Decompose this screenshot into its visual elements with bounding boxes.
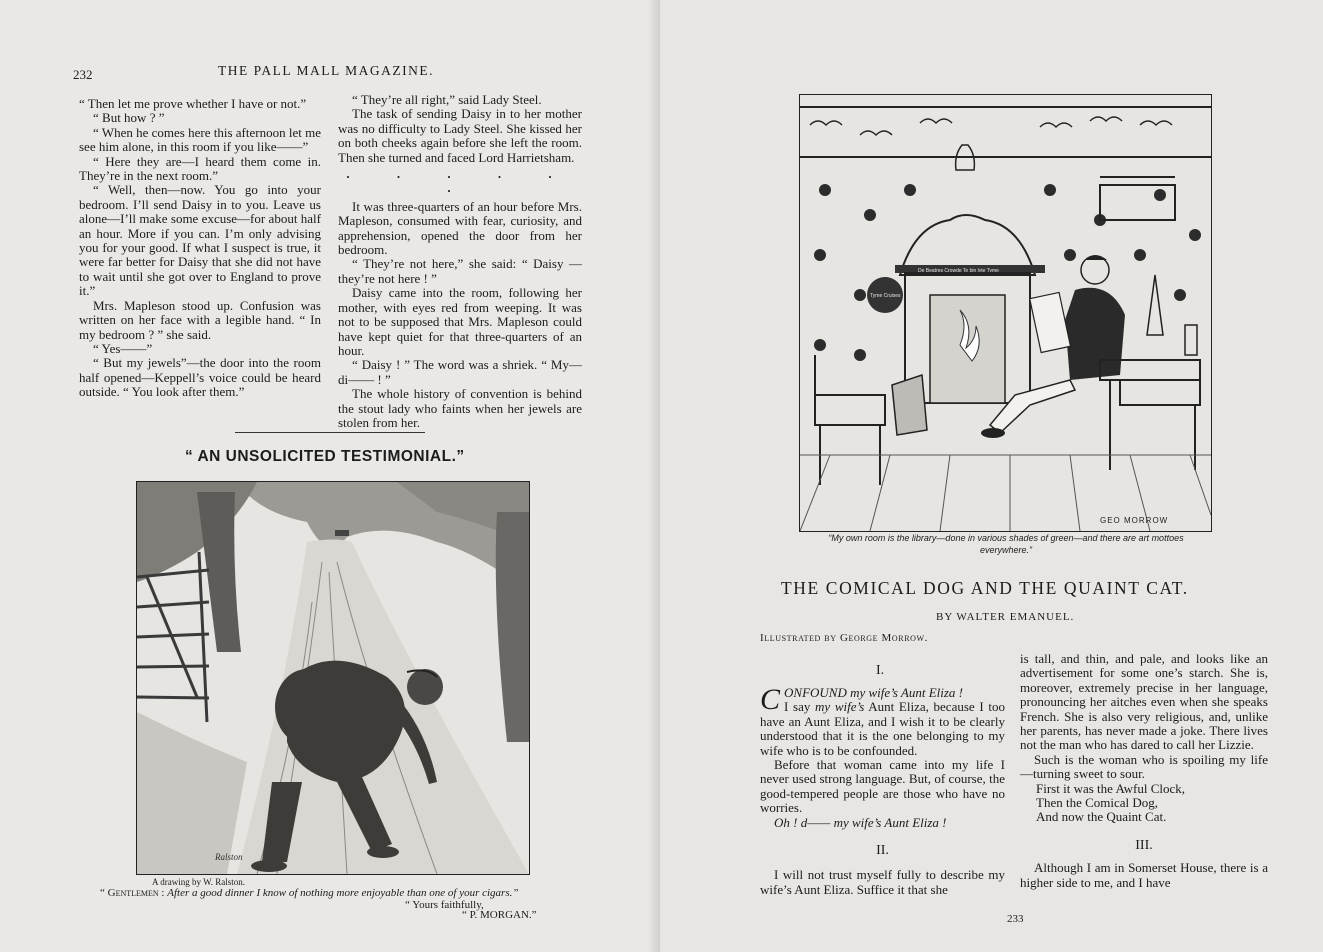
section-number-2: II. [876,843,889,859]
text-fragment-italic: my wife’s [815,699,865,715]
opening-exclamation: ONFOUND my wife’s Aunt Eliza ! [784,685,964,700]
verse-line: First it was the Awful Clock, [1036,780,1186,796]
caption-signoff: “ Yours faithfully, [405,899,484,911]
opening-paragraph [760,683,1005,758]
verse-block [1020,782,1268,825]
paragraph: “ But how ? ” [93,110,165,126]
cartoon-credit: A drawing by W. Ralston. [152,877,246,887]
mantel-motto: De Beatres Crowde Te bin lyte Tyme [918,268,999,274]
paragraph: “ When he comes here this afternoon let me see him alone, in this room if you like——” [79,124,321,155]
clock-text: Tyme Cruises [870,293,901,299]
library-illustration [799,94,1212,532]
text-fragment: I say [784,699,816,715]
story-title: THE COMICAL DOG AND THE QUAINT CAT. [781,578,1189,598]
library-room-drawing [800,95,1211,531]
paragraph: Mrs. Mapleson stood up. Confusion was written on her face with a legible hand. “ In my bedroom ? ” she said. [79,297,321,342]
illustration-signature: GEO MORROW [1100,516,1169,525]
paragraph: “ They’re not here,” she said: “ Daisy —they’re not here ! ” [338,256,582,286]
page-number-left: 232 [73,67,93,82]
paragraph: “ Yes——” [93,340,153,356]
verse-line: Then the Comical Dog, [1036,795,1159,811]
drop-cap: C [760,683,781,716]
section-number-3: III. [1135,837,1153,853]
text-column-right [338,93,582,430]
paragraph: Daisy came into the room, following her mother, with eyes red from weeping. It was not to be supposed that Mrs. Mapleson could have kept quiet for that three-quarters of an hour. [338,285,582,358]
section-break-dots: . . . . . . [346,166,574,196]
story-column-right [1020,652,1268,890]
divider-rule [235,432,425,433]
paragraph: “ Well, then—now. You go into your bedroom. I’ll send Daisy in to you. Leave us alone—I’ll make some excuse—for about half an hour. More if you can. I’m only advising you for your good. If what I suspect is true, it were far better for Daisy that she did not have to wait until she got over to England to prove it.” [79,182,321,299]
page-number-right: 233 [1007,913,1024,925]
paragraph: Such is the woman who is spoiling my life—turning sweet to sour. [1020,751,1268,782]
cartoon-caption [100,887,590,899]
left-page [0,0,660,952]
cartoon-signature: Ralston [215,852,243,862]
text-fragment: Aunt Eliza, because I too have an Aunt Eliza, and I wish it to be clearly understood that it is the one belonging to my wife who is to be confounded. [760,699,1005,758]
paragraph: “ Then let me prove whether I have or not.” [79,96,307,111]
paragraph: “ Daisy ! ” The word was a shriek. “ My—di—— ! ” [338,357,582,387]
caption-lead: “ Gentlemen : [100,887,165,899]
right-page [660,0,1323,952]
caption-signature: “ P. MORGAN.” [462,909,537,921]
country-lane-drawing [137,482,529,874]
cartoon-illustration [136,481,530,875]
paragraph: “ They’re all right,” said Lady Steel. [352,92,542,107]
story-byline: BY WALTER EMANUEL. [936,611,1075,623]
paragraph: “ Here they are—I heard them come in. They’re in the next room.” [79,153,321,184]
running-head: THE PALL MALL MAGAZINE. [218,63,434,78]
illustration-caption: “My own room is the library—done in various shades of green—and there are art mottoes everywhere.” [828,533,1184,555]
paragraph-exclamation: Oh ! d—— my wife’s Aunt Eliza ! [774,814,947,830]
verse-line: And now the Quaint Cat. [1036,809,1167,825]
paragraph: Although I am in Somerset House, there is a higher side to me, and I have [1020,860,1268,890]
paragraph: I will not trust myself fully to describe my wife’s Aunt Eliza. Suffice it that she [760,867,1005,897]
caption-quote: After a good dinner I know of nothing more enjoyable than one of your cigars.” [167,887,519,899]
paragraph: is tall, and thin, and pale, and looks like an advertisement for some one’s starch. She is, moreover, extremely precise in her language, pronouncing her aitches even when she speaks French. She is also very religious, and, unlike her parents, has never made a joke. There lives not the man who has dared to call her Lizzie. [1020,651,1268,753]
paragraph: Before that woman came into my life I never used strong language. But, of course, the good-tempered people are those who have no worries. [760,757,1005,816]
section-number-1: I. [876,663,885,678]
paragraph: “ But my jewels”—the door into the room half opened—Keppell’s voice could be heard outside. “ You look after them.” [79,355,321,400]
story-column-left [760,683,1005,897]
cartoon-headline: “ AN UNSOLICITED TESTIMONIAL.” [185,448,465,465]
paragraph: It was three-quarters of an hour before Mrs. Mapleson, consumed with fear, curiosity, and apprehension, opened the door from her bedroom. [338,198,582,258]
paragraph: The whole history of convention is behind the stout lady who faints when her jewels are stolen from her. [338,386,582,430]
paragraph: The task of sending Daisy in to her mother was no difficulty to Lady Steel. She kissed her on both cheeks again before she left the room. Then she turned and faced Lord Harrietsham. [338,106,582,165]
text-column-left [79,97,321,400]
illustrator-credit: Illustrated by George Morrow. [760,632,929,644]
